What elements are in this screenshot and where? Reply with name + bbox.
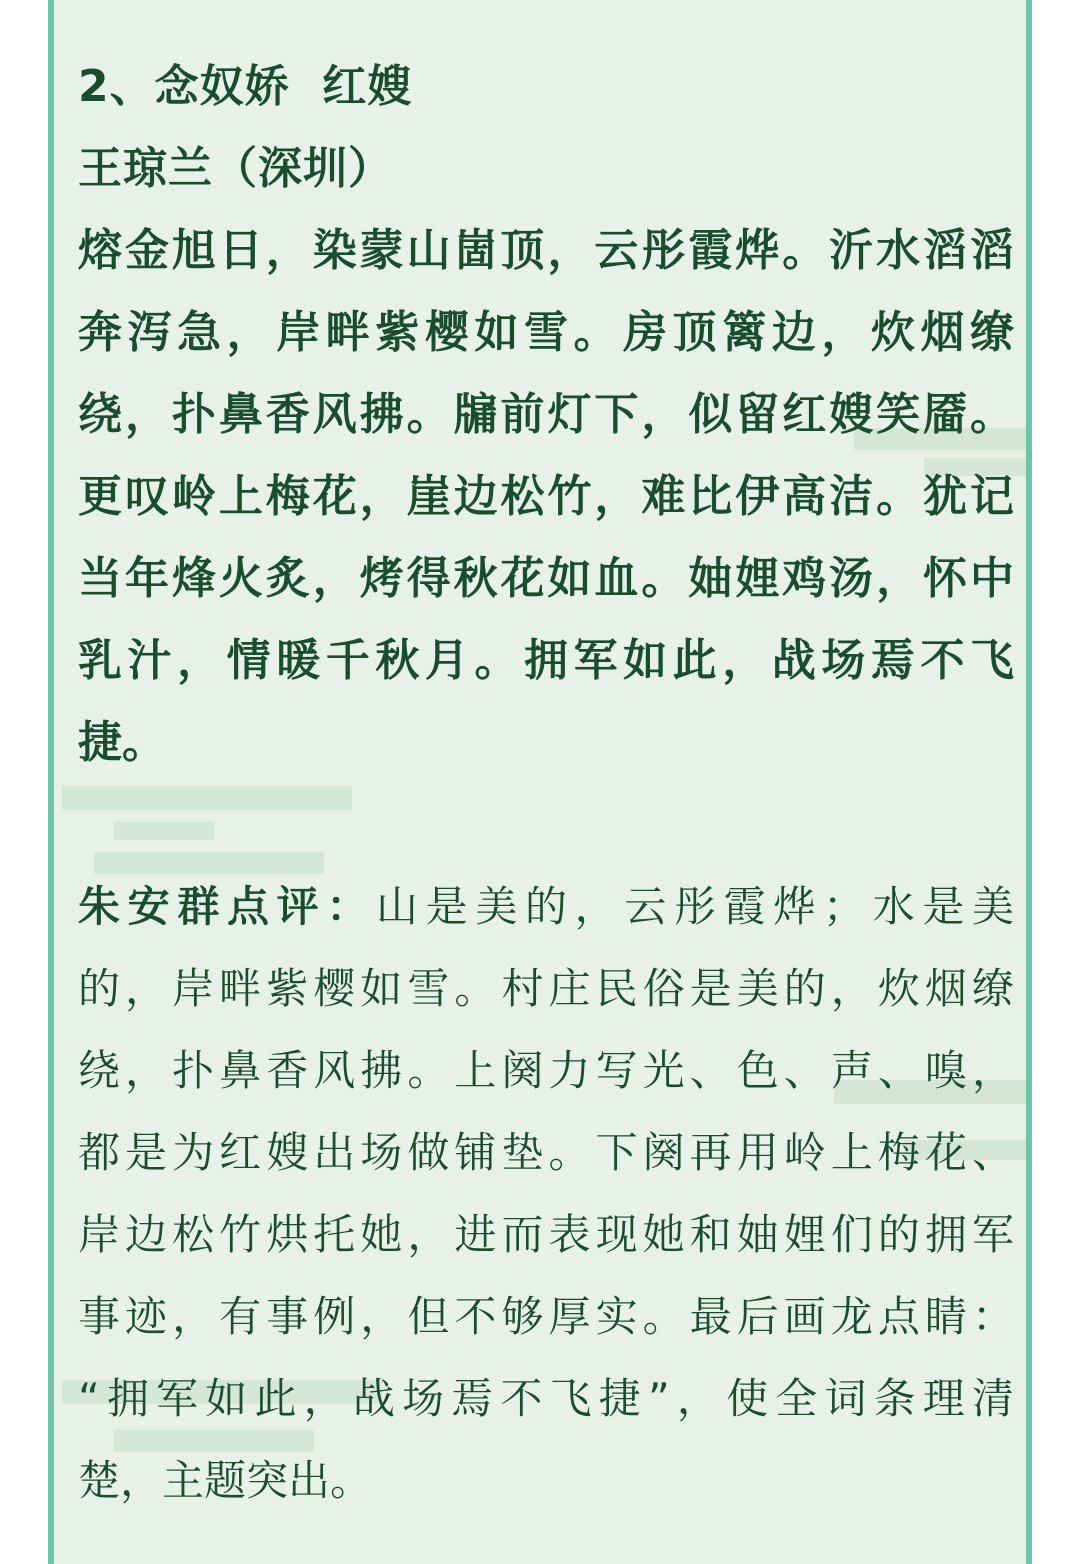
poem-body [78, 210, 1014, 784]
poem-line: 熔金旭日，染蒙山崮顶，云彤霞烨。沂水滔滔 [78, 225, 1014, 276]
content-panel [48, 0, 1032, 1564]
poem-line: 更叹岭上梅花，崖边松竹，难比伊高洁。犹记 [78, 471, 1014, 522]
poem-line: 捷。 [78, 717, 166, 768]
article-content [78, 46, 1014, 1522]
comment-label: 朱安群点评： [78, 882, 376, 931]
comment-text: 山是美的，云彤霞烨；水是美 [376, 882, 1014, 931]
comment-line: 岸边松竹烘托她，进而表现她和妯娌们的拥军 [78, 1210, 1014, 1259]
comment-line [78, 866, 1014, 948]
poem-author: 王琼兰（深圳） [78, 143, 393, 194]
comment-line: 都是为红嫂出场做铺垫。下阕再用岭上梅花、 [78, 1128, 1014, 1177]
comment-line: “拥军如此，战场焉不飞捷”，使全词条理清 [78, 1374, 1014, 1423]
poem-line: 奔泻急，岸畔紫樱如雪。房顶篱边，炊烟缭 [78, 307, 1014, 358]
poem-title: 2、念奴娇 红嫂 [78, 61, 413, 112]
comment-line: 事迹，有事例，但不够厚实。最后画龙点睛： [78, 1292, 1014, 1341]
comment-line: 的，岸畔紫樱如雪。村庄民俗是美的，炊烟缭 [78, 964, 1014, 1013]
comment-line: 楚，主题突出。 [78, 1456, 373, 1505]
poem-line: 当年烽火炙，烤得秋花如血。妯娌鸡汤，怀中 [78, 553, 1014, 604]
poem-line: 乳汁，情暖千秋月。拥军如此，战场焉不飞 [78, 635, 1014, 686]
review-comment [78, 866, 1014, 1522]
comment-line: 绕，扑鼻香风拂。上阕力写光、色、声、嗅， [78, 1046, 1014, 1095]
poem-line: 绕，扑鼻香风拂。牖前灯下，似留红嫂笑靥。 [78, 389, 1014, 440]
